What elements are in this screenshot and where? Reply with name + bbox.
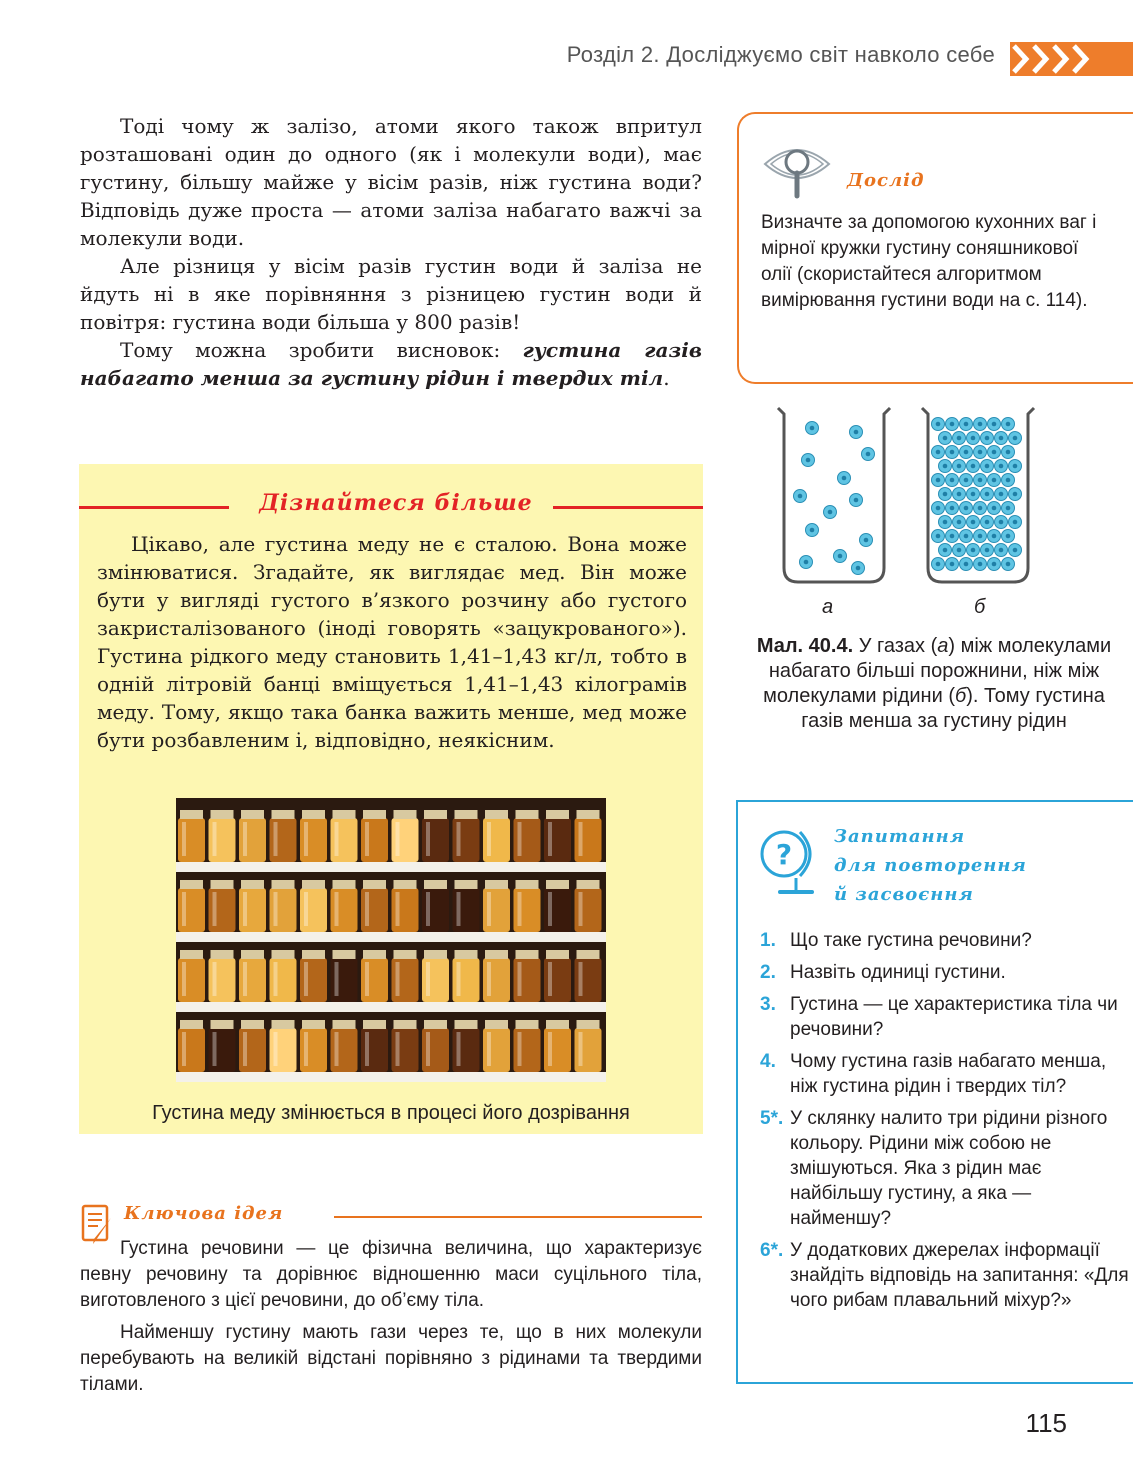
jar-highlight: [487, 822, 491, 856]
jar-highlight: [182, 1032, 186, 1066]
svg-text:?: ?: [775, 838, 793, 871]
jar-lid: [516, 880, 539, 889]
questions-title: [834, 822, 1124, 909]
learn-more-paragraph: Цікаво, але густина меду не є сталою. Вона може змінюватися. Згадайте, як виглядає мед. Він може бути у вигляді густого в’язкого розчину або густого закристалізованого (іноді говорять «зацукрованого»). Густина рідкого меду становить 1,41–1,43 кг/л, тобто в одній літровій банці вміщується 1,41–1,43 кілограмів меду. Тому, якщо така банка важить менше, мед може бути розбавленим і, відповідно, неякісним.: [97, 532, 687, 752]
photo-caption: Густина меду змінюється в процесі його дозрівання: [152, 1102, 630, 1124]
molecule-core: [936, 450, 941, 455]
shelf: [176, 862, 606, 872]
molecule-core: [810, 426, 815, 431]
experiment-title: Дослід: [847, 170, 925, 191]
jar-highlight: [396, 892, 400, 926]
honey-jars-photo: [176, 798, 606, 1082]
molecule-core: [842, 476, 847, 481]
key-idea-paragraph-2: Найменшу густину мають гази через те, що в них молекули перебувають на великій відстані порівняно з рідинами та твердими тілами.: [80, 1322, 702, 1395]
jar-highlight: [579, 962, 583, 996]
caption-part-1: У газах (: [853, 635, 938, 657]
jar-lid: [455, 950, 478, 959]
jar-lid: [333, 1020, 356, 1029]
molecule-core: [936, 478, 941, 483]
molecule-core: [1013, 464, 1018, 469]
molecule-core: [943, 492, 948, 497]
jar-lid: [180, 810, 203, 819]
jar-highlight: [243, 1032, 247, 1066]
question-text: У склянку налито три рідини різного кольору. Рідини між собою не змішуються. Яка з рідин має найбільшу густину, а яка — найменшу?: [790, 1108, 1108, 1229]
jar-highlight: [396, 962, 400, 996]
jar-lid: [424, 880, 447, 889]
question-number: 2.: [760, 962, 776, 983]
jar-highlight: [213, 822, 217, 856]
molecule-core: [1006, 534, 1011, 539]
learn-more-title: Дізнайтеся більше: [259, 490, 533, 516]
learn-more-box: [79, 464, 703, 1134]
molecule-core: [1013, 548, 1018, 553]
molecule-core: [992, 478, 997, 483]
molecule-core: [1006, 506, 1011, 511]
caption-ref-b: б: [954, 685, 967, 707]
jar-highlight: [182, 962, 186, 996]
jar-lid: [211, 1020, 234, 1029]
molecule-core: [978, 422, 983, 427]
jar-lid: [394, 880, 417, 889]
figure-label-a: а: [822, 596, 834, 618]
question-number: 5*.: [760, 1108, 784, 1129]
molecule-core: [971, 548, 976, 553]
jar-lid: [424, 1020, 447, 1029]
question-item: [760, 1049, 1130, 1099]
running-header: Розділ 2. Досліджуємо світ навколо себе: [566, 42, 995, 67]
question-item: [760, 1106, 1130, 1231]
jar-lid: [241, 950, 264, 959]
question-item: [760, 992, 1130, 1042]
jar-lid: [241, 1020, 264, 1029]
molecule-core: [950, 506, 955, 511]
jar-highlight: [304, 1032, 308, 1066]
molecule-core: [985, 492, 990, 497]
jar-highlight: [426, 1032, 430, 1066]
questions-title-line-3: й засвоєння: [834, 884, 974, 905]
jar-lid: [577, 1020, 600, 1029]
jar-lid: [180, 950, 203, 959]
molecule-core: [999, 548, 1004, 553]
jar-lid: [485, 880, 508, 889]
jar-highlight: [518, 962, 522, 996]
main-text: [80, 112, 702, 392]
jar-lid: [455, 810, 478, 819]
molecule-core: [964, 534, 969, 539]
jar-lid: [546, 880, 569, 889]
question-text: У додаткових джерелах інформації знайдіть відповідь на запитання: «Для чого рибам плавальний міхур?»: [790, 1240, 1129, 1311]
jar-lid: [577, 950, 600, 959]
molecule-core: [864, 538, 869, 543]
beaker-liquid: [922, 408, 1034, 582]
molecule-core: [971, 520, 976, 525]
jar-lid: [302, 810, 325, 819]
conclusion-end: .: [663, 366, 670, 390]
shelf: [176, 1072, 606, 1082]
molecule-core: [936, 422, 941, 427]
molecule-core: [992, 450, 997, 455]
jar-lid: [577, 810, 600, 819]
jar-lid: [363, 880, 386, 889]
jar-lid: [272, 950, 295, 959]
molecule-core: [943, 464, 948, 469]
jar-highlight: [548, 822, 552, 856]
jar-highlight: [274, 892, 278, 926]
eye-magnifier-icon: [761, 138, 833, 200]
molecule-core: [999, 492, 1004, 497]
molecule-core: [1006, 562, 1011, 567]
jar-lid: [272, 880, 295, 889]
jar-lid: [363, 950, 386, 959]
question-text: Густина — це характеристика тіла чи речовини?: [790, 994, 1118, 1040]
jar-lid: [241, 880, 264, 889]
molecule-core: [992, 562, 997, 567]
molecule-core: [943, 548, 948, 553]
molecule-core: [854, 498, 859, 503]
jar-highlight: [518, 1032, 522, 1066]
molecule-core: [804, 560, 809, 565]
jar-highlight: [426, 892, 430, 926]
figure-label-b: б: [974, 596, 986, 618]
molecule-core: [985, 436, 990, 441]
jar-highlight: [243, 962, 247, 996]
molecule-core: [964, 422, 969, 427]
molecule-core: [957, 436, 962, 441]
jar-lid: [211, 810, 234, 819]
jar-highlight: [579, 822, 583, 856]
molecule-core: [854, 430, 859, 435]
question-item: [760, 1238, 1130, 1313]
molecule-core: [950, 422, 955, 427]
jar-lid: [577, 880, 600, 889]
molecule-core: [950, 562, 955, 567]
jar-highlight: [182, 822, 186, 856]
molecule-core: [978, 450, 983, 455]
jar-lid: [211, 880, 234, 889]
jar-lid: [394, 810, 417, 819]
molecule-core: [978, 562, 983, 567]
beaker-gas: [778, 408, 890, 582]
question-number: 3.: [760, 994, 776, 1015]
jar-lid: [180, 1020, 203, 1029]
jar-lid: [333, 950, 356, 959]
shelf: [176, 1002, 606, 1012]
caption-part-3: ). Тому густина газів менша за густину рідин: [801, 685, 1105, 732]
heading-rule-right: [553, 506, 703, 509]
jar-lid: [546, 1020, 569, 1029]
jar-highlight: [457, 962, 461, 996]
review-questions-box: [736, 800, 1133, 1384]
jar-highlight: [548, 892, 552, 926]
molecule-core: [978, 478, 983, 483]
jar-highlight: [243, 822, 247, 856]
jar-highlight: [274, 822, 278, 856]
jar-lid: [302, 1020, 325, 1029]
jar-lid: [363, 810, 386, 819]
molecule-core: [838, 554, 843, 559]
jar-lid: [424, 950, 447, 959]
key-idea-paragraph-1: Густина речовини — це фізична величина, що характеризує певну речовину та дорівнює відношенню маси суцільного тіла, виготовленого з цієї речовини, до об’єму тіла.: [80, 1238, 702, 1311]
experiment-text: Визначте за допомогою кухонних ваг і мірної кружки густину соняшникової олії (скористайтеся алгоритмом вимірювання густини води на с. 114).: [761, 212, 1097, 311]
jar-highlight: [396, 1032, 400, 1066]
jar-highlight: [426, 962, 430, 996]
molecule-core: [971, 464, 976, 469]
questions-title-line-2: для повторення: [834, 855, 1027, 876]
jar-lid: [455, 880, 478, 889]
molecule-core: [1006, 422, 1011, 427]
question-item: [760, 928, 1130, 953]
jar-highlight: [304, 892, 308, 926]
jar-highlight: [548, 1032, 552, 1066]
molecule-core: [985, 548, 990, 553]
jar-highlight: [487, 1032, 491, 1066]
jar-lid: [546, 950, 569, 959]
molecule-core: [1013, 436, 1018, 441]
jar-highlight: [304, 962, 308, 996]
molecule-core: [978, 506, 983, 511]
jar-lid: [180, 880, 203, 889]
key-idea-text: [80, 1236, 702, 1398]
molecule-core: [1013, 520, 1018, 525]
jar-lid: [302, 950, 325, 959]
molecule-core: [957, 520, 962, 525]
questions-list: [760, 928, 1130, 1320]
molecule-core: [957, 492, 962, 497]
jar-lid: [485, 950, 508, 959]
shelf: [176, 932, 606, 942]
jar-highlight: [548, 962, 552, 996]
molecule-core: [936, 534, 941, 539]
caption-ref-a: а: [937, 635, 949, 657]
molecule-core: [1006, 450, 1011, 455]
jar-highlight: [365, 822, 369, 856]
jar-lid: [333, 810, 356, 819]
molecule-core: [957, 464, 962, 469]
jar-lid: [516, 1020, 539, 1029]
jar-highlight: [213, 1032, 217, 1066]
molecule-core: [957, 548, 962, 553]
molecule-core: [992, 534, 997, 539]
jar-highlight: [365, 1032, 369, 1066]
jar-highlight: [274, 1032, 278, 1066]
jar-lid: [241, 810, 264, 819]
jar-highlight: [457, 822, 461, 856]
experiment-box: [737, 112, 1133, 384]
molecule-core: [856, 566, 861, 571]
molecule-core: [985, 464, 990, 469]
jar-highlight: [365, 892, 369, 926]
molecule-core: [950, 534, 955, 539]
molecule-core: [964, 562, 969, 567]
question-number: 4.: [760, 1051, 776, 1072]
jar-lid: [424, 810, 447, 819]
molecule-core: [978, 534, 983, 539]
jar-highlight: [335, 822, 339, 856]
conclusion-emphasis: густина газів набагато менша за густину рідин і твердих тіл: [80, 338, 702, 390]
molecule-core: [999, 464, 1004, 469]
molecule-core: [1006, 478, 1011, 483]
jar-highlight: [579, 892, 583, 926]
jar-highlight: [335, 1032, 339, 1066]
molecule-core: [971, 492, 976, 497]
question-text: Чому густина газів набагато менша, ніж густина рідин і твердих тіл?: [790, 1051, 1107, 1097]
molecule-core: [798, 494, 803, 499]
question-number: 6*.: [760, 1240, 784, 1261]
gas-liquid-beakers-figure: [770, 400, 1070, 590]
jar-highlight: [426, 822, 430, 856]
jar-lid: [272, 810, 295, 819]
molecule-core: [971, 436, 976, 441]
jar-lid: [211, 950, 234, 959]
question-text: Назвіть одиниці густини.: [790, 962, 1006, 983]
molecule-core: [943, 520, 948, 525]
jar-lid: [333, 880, 356, 889]
heading-rule-left: [79, 506, 229, 509]
jar-lid: [485, 810, 508, 819]
molecule-core: [985, 520, 990, 525]
molecule-core: [992, 506, 997, 511]
molecule-core: [943, 436, 948, 441]
caption-part-2: ) між молекулами набагато більші порожнини, ніж між молекулами рідини (: [763, 635, 1112, 707]
main-paragraph-2: Але різниця у вісім разів густин води й заліза не йдуть ні в яке порівняння з різницею густин води й повітря: густина води більша у 800 разів!: [80, 254, 702, 334]
jar-lid: [455, 1020, 478, 1029]
jar-highlight: [365, 962, 369, 996]
molecule-core: [866, 452, 871, 457]
jar-lid: [516, 810, 539, 819]
molecule-core: [1013, 492, 1018, 497]
molecule-core: [964, 478, 969, 483]
jar-lid: [272, 1020, 295, 1029]
molecule-core: [999, 520, 1004, 525]
jar-highlight: [274, 962, 278, 996]
jar-highlight: [182, 892, 186, 926]
figure-number: Мал. 40.4.: [756, 635, 854, 657]
page-number: 115: [1025, 1408, 1067, 1438]
jar-lid: [485, 1020, 508, 1029]
jar-highlight: [487, 892, 491, 926]
learn-more-text: [97, 530, 687, 754]
jar-highlight: [213, 892, 217, 926]
jar-highlight: [518, 822, 522, 856]
jar-highlight: [579, 1032, 583, 1066]
jar-lid: [394, 950, 417, 959]
jar-lid: [363, 1020, 386, 1029]
jar-highlight: [396, 822, 400, 856]
molecule-core: [964, 506, 969, 511]
question-globe-icon: [756, 824, 820, 900]
jar-highlight: [335, 962, 339, 996]
molecule-core: [950, 478, 955, 483]
conclusion-lead: Тому можна зробити висновок:: [120, 338, 523, 362]
main-paragraph-1: Тоді чому ж залізо, атоми якого також впритул розташовані один до одного (як і молекули води), має густину, більшу майже у вісім разів, ніж густина води? Відповідь дуже проста — атоми заліза набагато важчі за молекули води.: [80, 114, 702, 250]
molecule-core: [806, 458, 811, 463]
jar-highlight: [518, 892, 522, 926]
jar-highlight: [457, 892, 461, 926]
learn-more-heading: [79, 486, 703, 526]
molecule-core: [992, 422, 997, 427]
jar-lid: [394, 1020, 417, 1029]
jar-highlight: [304, 822, 308, 856]
jar-lid: [302, 880, 325, 889]
molecule-core: [964, 450, 969, 455]
molecule-core: [828, 510, 833, 515]
jar-highlight: [487, 962, 491, 996]
key-idea-title: Ключова ідея: [124, 1203, 284, 1224]
jar-lid: [546, 810, 569, 819]
jar-highlight: [243, 892, 247, 926]
figure-caption: [744, 634, 1124, 734]
question-text: Що таке густина речовини?: [790, 930, 1032, 951]
molecule-core: [936, 506, 941, 511]
question-item: [760, 960, 1130, 985]
jar-lid: [516, 950, 539, 959]
molecule-core: [950, 450, 955, 455]
molecule-core: [999, 436, 1004, 441]
key-idea-rule: [334, 1216, 702, 1218]
jar-highlight: [457, 1032, 461, 1066]
jar-highlight: [213, 962, 217, 996]
main-paragraph-3: [80, 336, 702, 392]
jar-highlight: [335, 892, 339, 926]
molecule-core: [936, 562, 941, 567]
questions-title-line-1: Запитання: [834, 826, 966, 847]
question-number: 1.: [760, 930, 776, 951]
chevron-arrows-icon: [1010, 42, 1133, 76]
molecule-core: [810, 528, 815, 533]
